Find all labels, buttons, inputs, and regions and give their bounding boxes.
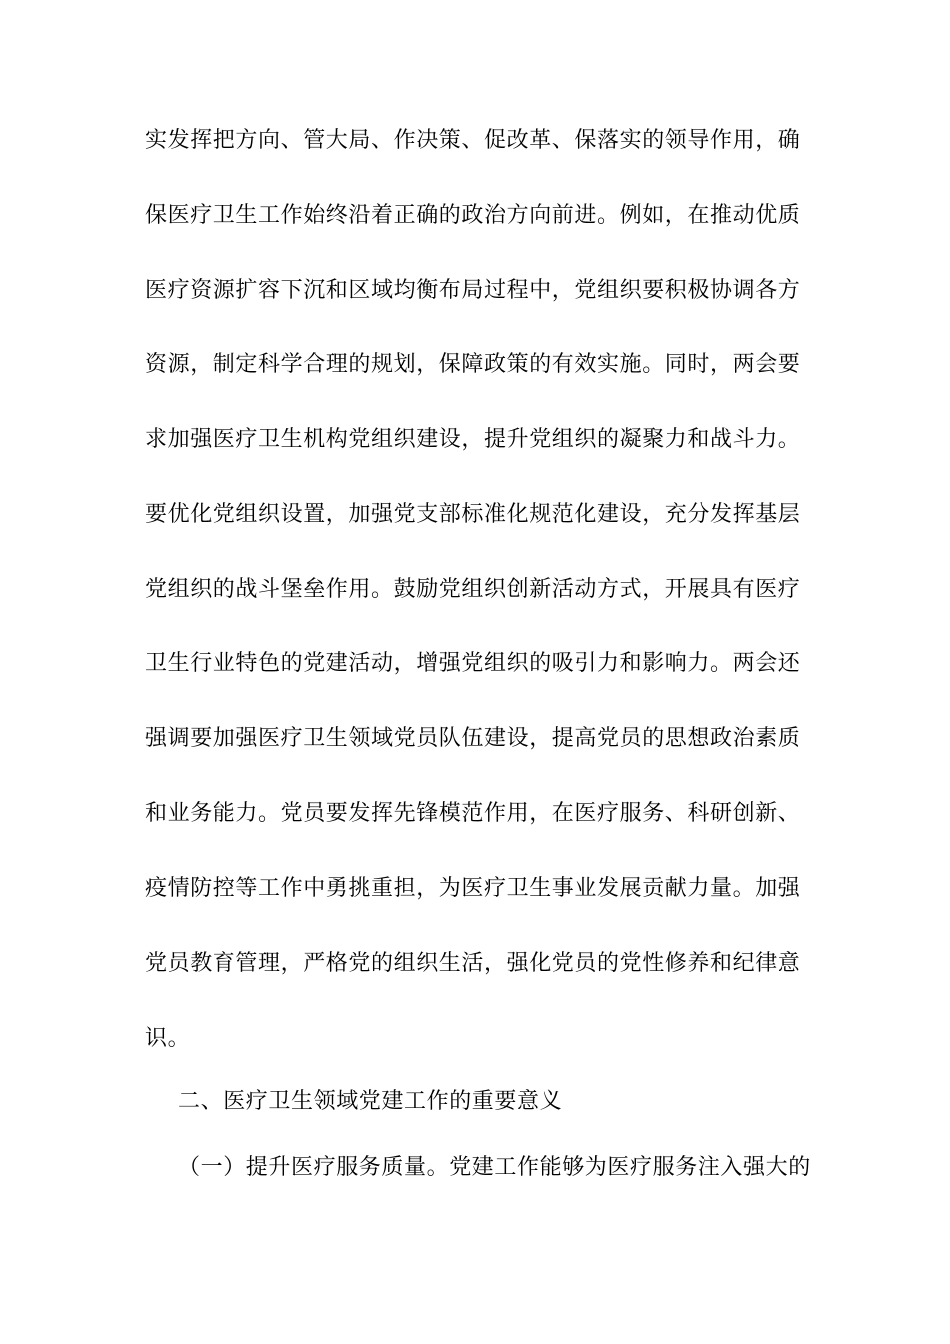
paragraph-line: 实发挥把方向、管大局、作决策、促改革、保落实的领导作用，确 <box>145 128 801 153</box>
section-heading: 二、医疗卫生领域党建工作的重要意义 <box>178 1089 563 1114</box>
paragraph-line: 卫生行业特色的党建活动，增强党组织的吸引力和影响力。两会还 <box>145 651 801 676</box>
paragraph-line: 保医疗卫生工作始终沿着正确的政治方向前进。例如，在推动优质 <box>145 203 801 228</box>
paragraph-line: 和业务能力。党员要发挥先锋模范作用，在医疗服务、科研创新、 <box>145 801 801 826</box>
paragraph-line: 医疗资源扩容下沉和区域均衡布局过程中，党组织要积极协调各方 <box>145 278 801 303</box>
subsection-line: （一）提升医疗服务质量。党建工作能够为医疗服务注入强大的 <box>178 1155 811 1180</box>
paragraph-line: 求加强医疗卫生机构党组织建设，提升党组织的凝聚力和战斗力。 <box>145 427 801 452</box>
paragraph-line: 要优化党组织设置，加强党支部标准化规范化建设，充分发挥基层 <box>145 502 801 527</box>
paragraph-line: 识。 <box>145 1026 191 1051</box>
paragraph-line: 党组织的战斗堡垒作用。鼓励党组织创新活动方式，开展具有医疗 <box>145 577 801 602</box>
paragraph-line: 疫情防控等工作中勇挑重担，为医疗卫生事业发展贡献力量。加强 <box>145 876 801 901</box>
paragraph-line: 资源，制定科学合理的规划，保障政策的有效实施。同时，两会要 <box>145 352 801 377</box>
paragraph-line: 党员教育管理，严格党的组织生活，强化党员的党性修养和纪律意 <box>145 951 801 976</box>
paragraph-line: 强调要加强医疗卫生领域党员队伍建设，提高党员的思想政治素质 <box>145 726 801 751</box>
